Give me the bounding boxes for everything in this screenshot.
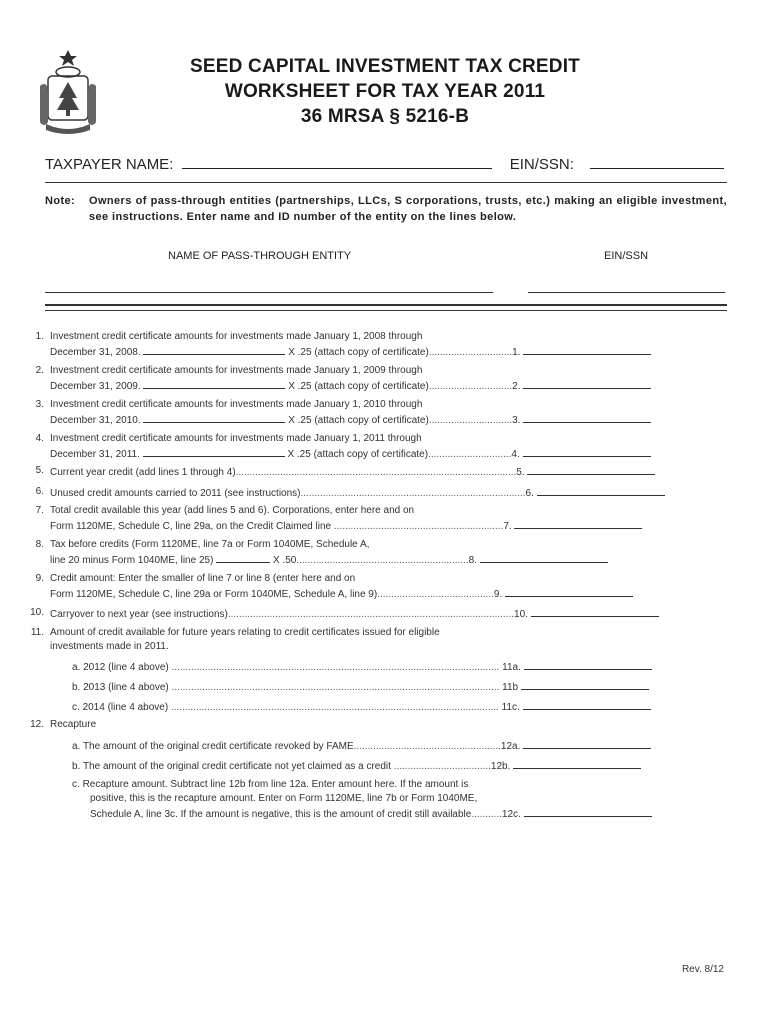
line-7-amount-field[interactable] bbox=[514, 518, 642, 529]
entity-name-header: NAME OF PASS-THROUGH ENTITY bbox=[168, 250, 352, 262]
line-text: Unused credit amounts carried to 2011 (see instructions) bbox=[50, 488, 301, 499]
line-6-amount-field[interactable] bbox=[537, 485, 665, 496]
line-ref: 11a. bbox=[502, 662, 521, 673]
line-text: The amount of the original credit certificate not yet claimed as a credit bbox=[82, 761, 391, 772]
line-ref: 3. bbox=[512, 415, 521, 426]
tax-before-credits-field[interactable] bbox=[216, 552, 270, 563]
line-text: Recapture amount. Subtract line 12b from line 12a. Enter amount here. If the amount is bbox=[82, 779, 469, 790]
taxpayer-ein-label: EIN/SSN: bbox=[509, 156, 574, 173]
form-title-line-3: 36 MRSA § 5216-B bbox=[300, 106, 470, 127]
revision-date: Rev. 8/12 bbox=[681, 964, 724, 975]
line-11a-amount-field[interactable] bbox=[524, 659, 652, 670]
taxpayer-name-label: TAXPAYER NAME: bbox=[45, 156, 174, 173]
line-12c: c. Recapture amount. Subtract line 12b from line 12a. Enter amount here. If the amount is positive, this is the recapture amount. Enter on Form 1120ME, line 7b or Form 1040ME, Schedule A, line 3c. If the amount is negative, this is the amount of credit still available...........12c. bbox=[22, 778, 722, 822]
line-9: 9. Credit amount: Enter the smaller of line 7 or line 8 (enter here and on Form 1120ME, Schedule C, line 29a or Form 1040ME, Schedule A, line 9)..........................................9. bbox=[22, 572, 722, 602]
line-text: Tax before credits (Form 1120ME, line 7a or Form 1040ME, Schedule A, bbox=[50, 539, 370, 550]
line-number: 4. bbox=[35, 433, 44, 444]
line-text: December 31, 2008. bbox=[50, 347, 141, 358]
line-11a: a. 2012 (line 4 above) ...................................................................................................................... 11a. bbox=[22, 659, 722, 675]
line-2: 2. Investment credit certificate amounts for investments made January 1, 2009 through December 31, 2009. X .25 (attach copy of certificate)..............................2. bbox=[22, 364, 722, 394]
line-ref: 6. bbox=[525, 488, 534, 499]
line-4: 4. Investment credit certificate amounts for investments made January 1, 2011 through December 31, 2011. X .25 (attach copy of certificate)..............................4. bbox=[22, 432, 722, 462]
line-4-amount-field[interactable] bbox=[523, 446, 651, 457]
line-letter: b. bbox=[72, 761, 81, 772]
line-11 bbox=[22, 626, 722, 656]
divider bbox=[45, 310, 727, 311]
line-11b-amount-field[interactable] bbox=[521, 679, 649, 690]
line-ref: 1. bbox=[512, 347, 521, 358]
line-number: 12. bbox=[30, 719, 44, 730]
line-12b: b. The amount of the original credit certificate not yet claimed as a credit ...................................12b. bbox=[22, 758, 722, 774]
line-9-amount-field[interactable] bbox=[505, 586, 633, 597]
line-text: Investment credit certificate amounts for investments made January 1, 2009 through bbox=[50, 365, 423, 376]
line-12a: a. The amount of the original credit certificate revoked by FAME.....................................................12a. bbox=[22, 738, 722, 754]
line-number: 2. bbox=[35, 365, 44, 376]
line-text: positive, this is the recapture amount. Enter on Form 1120ME, line 7b or Form 1040ME, bbox=[90, 793, 478, 804]
line-multiplier: X .50 bbox=[272, 555, 297, 566]
line-ref: 2. bbox=[512, 381, 521, 392]
entity-ein-header: EIN/SSN bbox=[604, 250, 649, 262]
note-block bbox=[45, 194, 727, 225]
line-letter: b. bbox=[72, 682, 81, 693]
line-5-amount-field[interactable] bbox=[527, 464, 655, 475]
divider bbox=[45, 304, 727, 306]
line-letter: c. bbox=[72, 779, 80, 790]
line-12c-amount-field[interactable] bbox=[524, 806, 652, 817]
line-11c-amount-field[interactable] bbox=[523, 699, 651, 710]
line-ref: 10. bbox=[514, 609, 528, 620]
line-text: Form 1120ME, Schedule C, line 29a or Form 1040ME, Schedule A, line 9) bbox=[50, 589, 378, 600]
line-1: 1. Investment credit certificate amounts for investments made January 1, 2008 through December 31, 2008. X .25 (attach copy of certificate)..............................1. bbox=[22, 330, 722, 360]
line-6: 6. Unused credit amounts carried to 2011 (see instructions).................................................................................6. bbox=[22, 485, 722, 501]
line-multiplier: X .25 (attach copy of certificate) bbox=[287, 449, 429, 460]
line-number: 9. bbox=[35, 573, 44, 584]
line-text: line 20 minus Form 1040ME, line 25) bbox=[50, 555, 214, 566]
line-12b-amount-field[interactable] bbox=[513, 758, 641, 769]
entity-ein-field[interactable] bbox=[528, 279, 725, 293]
line-11c: c. 2014 (line 4 above) ...................................................................................................................... 11c. bbox=[22, 699, 722, 715]
line-text: Amount of credit available for future years relating to credit certificates issued for eligible bbox=[50, 627, 440, 638]
line-10-amount-field[interactable] bbox=[531, 606, 659, 617]
state-seal-logo bbox=[38, 46, 98, 136]
form-title-line-1: SEED CAPITAL INVESTMENT TAX CREDIT bbox=[190, 56, 580, 77]
line-letter: a. bbox=[72, 741, 81, 752]
line-5: 5. Current year credit (add lines 1 through 4).....................................................................................................5. bbox=[22, 464, 722, 480]
line-ref: 8. bbox=[468, 555, 477, 566]
line-8-amount-field[interactable] bbox=[480, 552, 608, 563]
line-ref: 7. bbox=[503, 521, 512, 532]
line-ref: 11c. bbox=[501, 702, 520, 713]
entity-name-field[interactable] bbox=[45, 279, 493, 293]
note-label: Note: bbox=[45, 195, 76, 207]
line-text: Credit amount: Enter the smaller of line 7 or line 8 (enter here and on bbox=[50, 573, 356, 584]
taxpayer-name-field[interactable] bbox=[182, 154, 492, 169]
line-12a-amount-field[interactable] bbox=[523, 738, 651, 749]
line-ref: 5. bbox=[516, 467, 525, 478]
line-ref: 12a. bbox=[500, 741, 521, 752]
line-10: 10. Carryover to next year (see instructions).......................................................................................................10. bbox=[22, 606, 722, 622]
line-ref: 11b bbox=[502, 682, 519, 693]
line-text: Recapture bbox=[50, 719, 97, 730]
line-text: Investment credit certificate amounts for investments made January 1, 2010 through bbox=[50, 399, 423, 410]
divider bbox=[45, 182, 727, 183]
certificate-amount-field[interactable] bbox=[143, 378, 285, 389]
line-text: Investment credit certificate amounts for investments made January 1, 2008 through bbox=[50, 331, 423, 342]
line-3: 3. Investment credit certificate amounts for investments made January 1, 2010 through December 31, 2010. X .25 (attach copy of certificate)..............................3. bbox=[22, 398, 722, 428]
taxpayer-row bbox=[45, 154, 724, 173]
certificate-amount-field[interactable] bbox=[143, 344, 285, 355]
line-letter: a. bbox=[72, 662, 81, 673]
line-text: 2012 (line 4 above) bbox=[83, 662, 169, 673]
line-8: 8. Tax before credits (Form 1120ME, line 7a or Form 1040ME, Schedule A, line 20 minus Form 1040ME, line 25) X .50..............................................................8. bbox=[22, 538, 722, 568]
line-text: December 31, 2011. bbox=[50, 449, 140, 460]
line-number: 6. bbox=[35, 486, 44, 497]
line-text: investments made in 2011. bbox=[50, 641, 169, 652]
line-multiplier: X .25 (attach copy of certificate) bbox=[288, 347, 429, 358]
line-7: 7. Total credit available this year (add lines 5 and 6). Corporations, enter here and on Form 1120ME, Schedule C, line 29a, on the Credit Claimed line .............................................................7. bbox=[22, 504, 722, 534]
line-ref: 4. bbox=[511, 449, 520, 460]
line-number: 5. bbox=[35, 465, 44, 476]
line-text: Form 1120ME, Schedule C, line 29a, on the Credit Claimed line bbox=[50, 521, 332, 532]
line-text: December 31, 2009. bbox=[50, 381, 141, 392]
line-multiplier: X .25 (attach copy of certificate) bbox=[288, 381, 429, 392]
line-2-amount-field[interactable] bbox=[523, 378, 651, 389]
line-12 bbox=[22, 718, 722, 734]
line-11b: b. 2013 (line 4 above) ...................................................................................................................... 11b bbox=[22, 679, 722, 695]
line-text: 2014 (line 4 above) bbox=[82, 702, 169, 713]
certificate-amount-field[interactable] bbox=[143, 446, 285, 457]
line-text: The amount of the original credit certificate revoked by FAME bbox=[82, 741, 354, 752]
line-multiplier: X .25 (attach copy of certificate) bbox=[288, 415, 429, 426]
line-number: 8. bbox=[35, 539, 44, 550]
line-text: 2013 (line 4 above) bbox=[83, 682, 169, 693]
line-letter: c. bbox=[72, 702, 80, 713]
line-text: December 31, 2010. bbox=[50, 415, 141, 426]
line-text: Total credit available this year (add lines 5 and 6). Corporations, enter here and on bbox=[50, 505, 415, 516]
line-ref: 12c. bbox=[501, 809, 521, 820]
line-ref: 9. bbox=[493, 589, 503, 600]
line-3-amount-field[interactable] bbox=[523, 412, 651, 423]
form-title-line-2: WORKSHEET FOR TAX YEAR 2011 bbox=[224, 81, 546, 102]
line-text: Current year credit (add lines 1 through 4) bbox=[50, 467, 236, 478]
line-number: 10. bbox=[30, 607, 44, 618]
line-ref: 12b. bbox=[490, 761, 511, 772]
line-text: Carryover to next year (see instructions) bbox=[50, 609, 228, 620]
certificate-amount-field[interactable] bbox=[143, 412, 285, 423]
line-number: 11. bbox=[30, 627, 44, 638]
line-text: Investment credit certificate amounts for investments made January 1, 2011 through bbox=[50, 433, 422, 444]
line-number: 1. bbox=[35, 331, 44, 342]
taxpayer-ein-field[interactable] bbox=[590, 154, 724, 169]
line-text: Schedule A, line 3c. If the amount is negative, this is the amount of credit still available bbox=[90, 809, 472, 820]
line-1-amount-field[interactable] bbox=[523, 344, 651, 355]
line-number: 7. bbox=[35, 505, 44, 516]
note-text: Owners of pass-through entities (partnerships, LLCs, S corporations, trusts, etc.) making an eligible investment, see instructions. Enter name and ID number of the entity on the lines below. bbox=[89, 195, 727, 223]
line-number: 3. bbox=[35, 399, 44, 410]
